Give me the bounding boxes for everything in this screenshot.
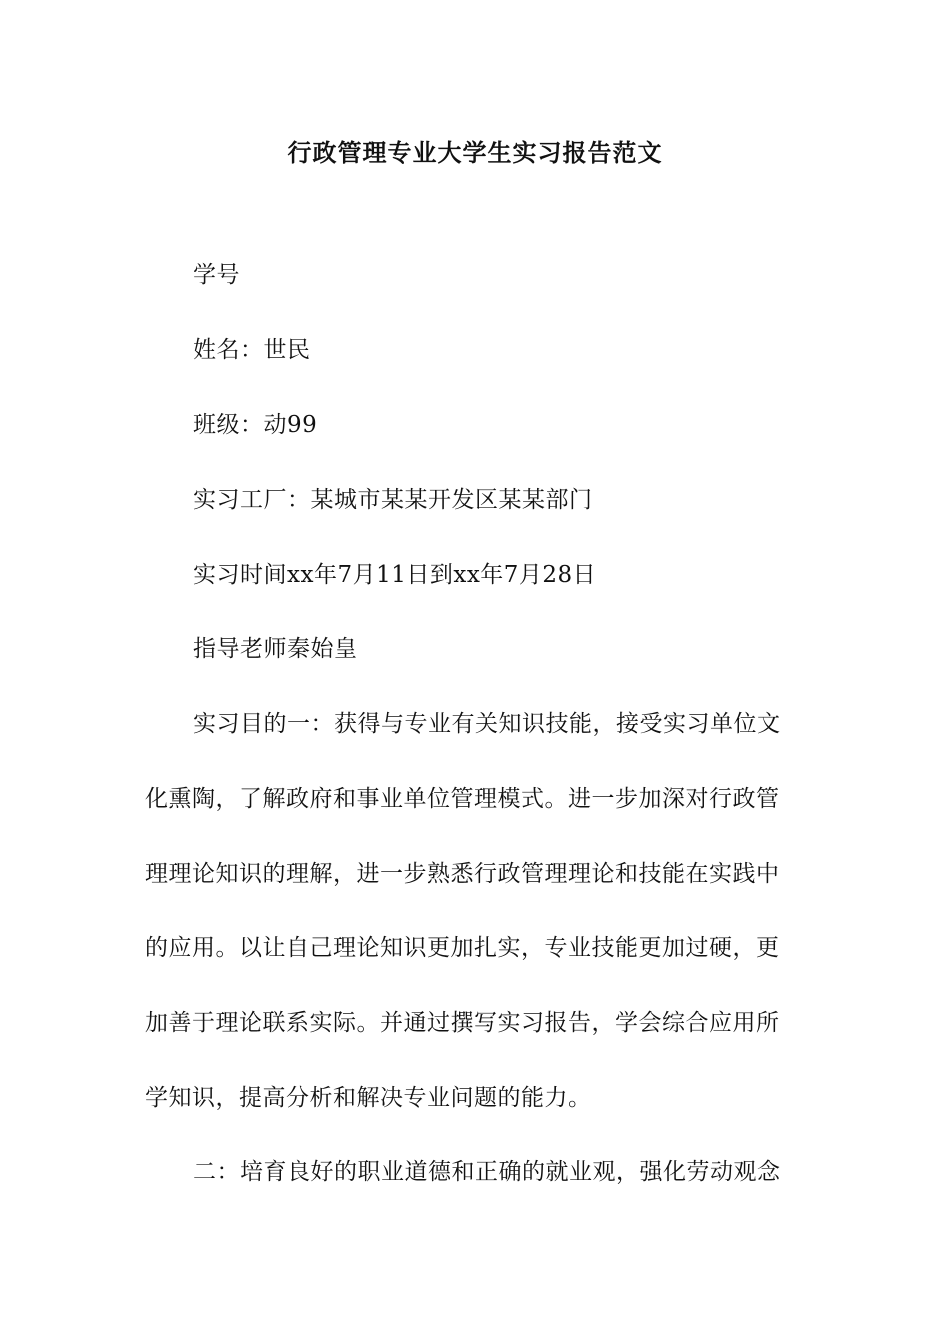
paragraph-line: 二：培育良好的职业道德和正确的就业观，强化劳动观念 [193,1159,781,1185]
paragraph-line: 化熏陶，了解政府和事业单位管理模式。进一步加深对行政管 [145,786,780,812]
name-line: 姓名：世民 [193,337,311,363]
paragraph-line: 加善于理论联系实际。并通过撰写实习报告，学会综合应用所 [145,1010,780,1036]
paragraph-line: 学知识，提高分析和解决专业问题的能力。 [145,1085,592,1111]
paragraph-line: 理理论知识的理解，进一步熟悉行政管理理论和技能在实践中 [145,861,780,887]
advisor-line: 指导老师秦始皇 [193,636,358,662]
class-line: 班级：动99 [193,412,318,438]
document-title: 行政管理专业大学生实习报告范文 [287,138,663,167]
factory-line: 实习工厂：某城市某某开发区某某部门 [193,487,593,513]
period-line: 实习时间xx年7月11日到xx年7月28日 [193,562,597,588]
paragraph-line: 的应用。以让自己理论知识更加扎实，专业技能更加过硬，更 [145,935,780,961]
paragraph-line: 实习目的一：获得与专业有关知识技能，接受实习单位文 [193,711,781,737]
student-id-line: 学号 [193,262,240,288]
